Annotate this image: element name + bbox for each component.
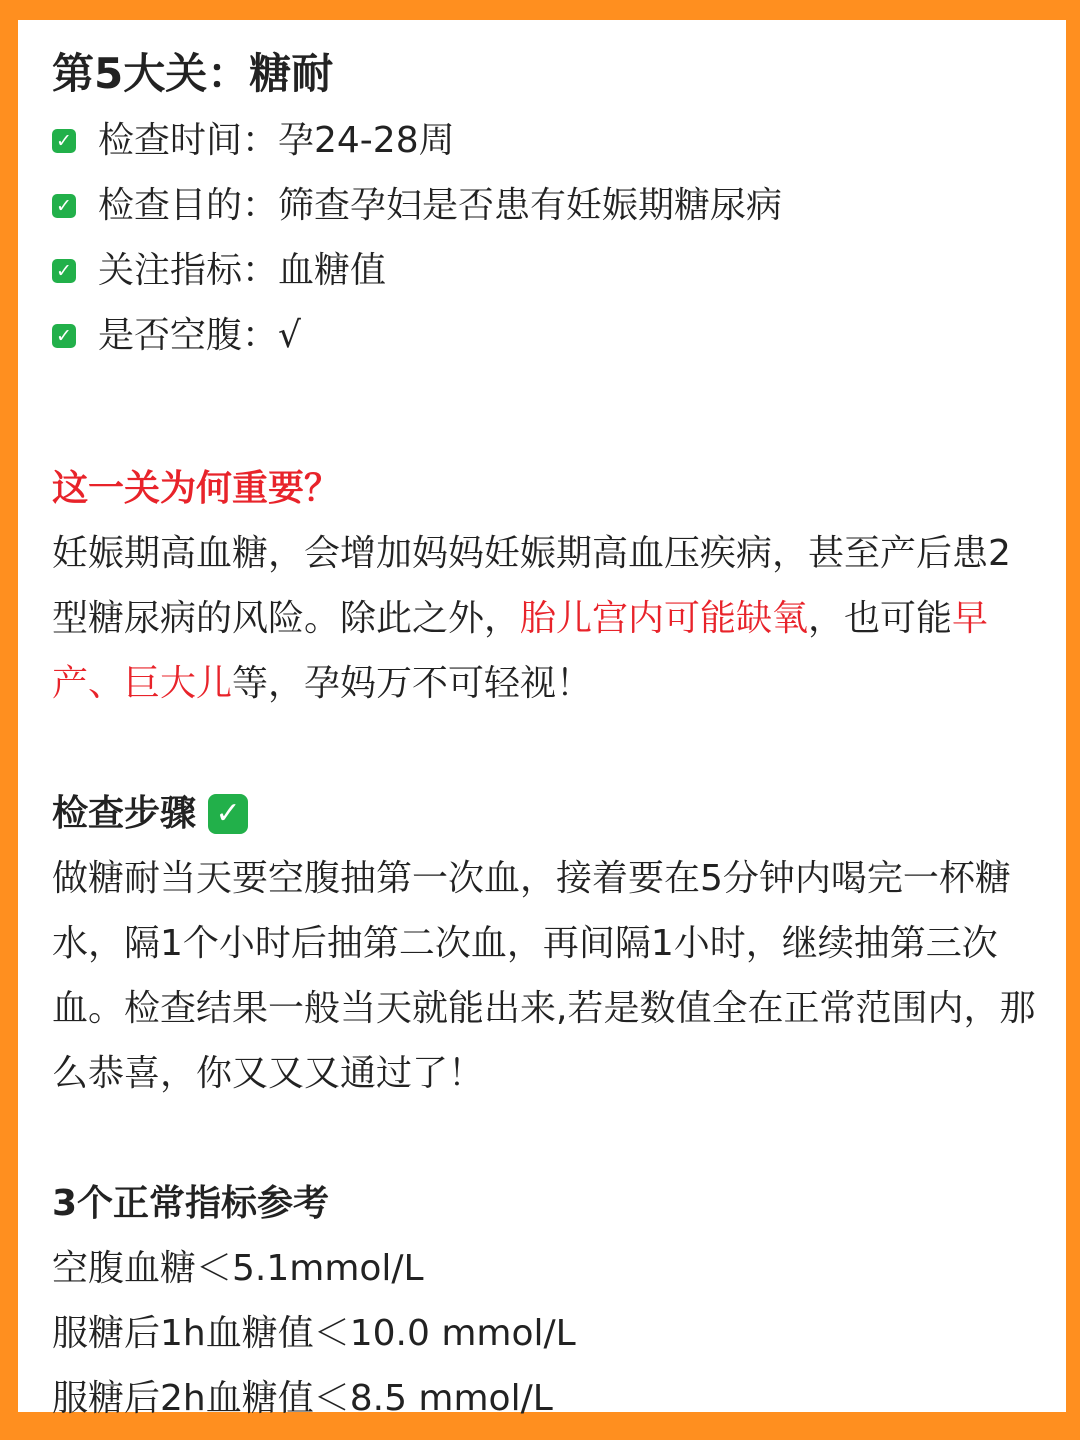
content-card xyxy=(18,20,1066,1419)
steps-heading-text: 检查步骤 xyxy=(52,793,197,834)
checklist-item-text: 是否空腹：√ xyxy=(98,315,301,356)
reference-item: 服糖后2h血糖值＜8.5 mmol/L xyxy=(52,1378,553,1419)
importance-text-3: 等，孕妈万不可轻视！ xyxy=(232,663,593,704)
check-box-icon: ✓ xyxy=(52,324,76,348)
steps-heading xyxy=(52,781,1046,846)
checklist-item xyxy=(52,238,1046,303)
reference-item: 服糖后1h血糖值＜10.0 mmol/L xyxy=(52,1313,576,1354)
checklist-item-text: 检查目的：筛查孕妇是否患有妊娠期糖尿病 xyxy=(98,185,783,226)
importance-highlight-2: 早产、巨大儿 xyxy=(52,598,989,704)
check-box-icon: ✓ xyxy=(52,194,76,218)
steps-paragraph: 做糖耐当天要空腹抽第一次血，接着要在5分钟内喝完一杯糖水，隔1个小时后抽第二次血，再间隔1小时，继续抽第三次血。检查结果一般当天就能出来,若是数值全在正常范围内，那么恭喜，你又又又通过了！ xyxy=(52,858,1036,1094)
checklist-item-text: 关注指标：血糖值 xyxy=(98,250,387,291)
importance-highlight-1: 胎儿宫内可能缺氧 xyxy=(520,598,809,639)
checklist-item xyxy=(52,108,1046,173)
reference-item: 空腹血糖＜5.1mmol/L xyxy=(52,1248,424,1289)
checklist-item xyxy=(52,303,1046,368)
importance-text-2: ，也可能 xyxy=(808,598,953,639)
content-area xyxy=(52,46,1046,1431)
check-box-icon: ✓ xyxy=(52,259,76,283)
checklist-item-text: 检查时间：孕24-28周 xyxy=(98,120,455,161)
checklist-item xyxy=(52,173,1046,238)
reference-heading: 3个正常指标参考 xyxy=(52,1183,330,1224)
importance-text-1: 妊娠期高血糖，会增加妈妈妊娠期高血压疾病，甚至产后患2型糖尿病的风险。除此之外， xyxy=(52,533,1011,639)
page-title: 第5大关：糖耐 xyxy=(52,49,334,98)
check-box-icon: ✓ xyxy=(52,129,76,153)
importance-heading: 这一关为何重要？ xyxy=(52,468,341,509)
check-box-icon: ✓ xyxy=(208,794,248,834)
importance-paragraph xyxy=(52,521,1046,716)
